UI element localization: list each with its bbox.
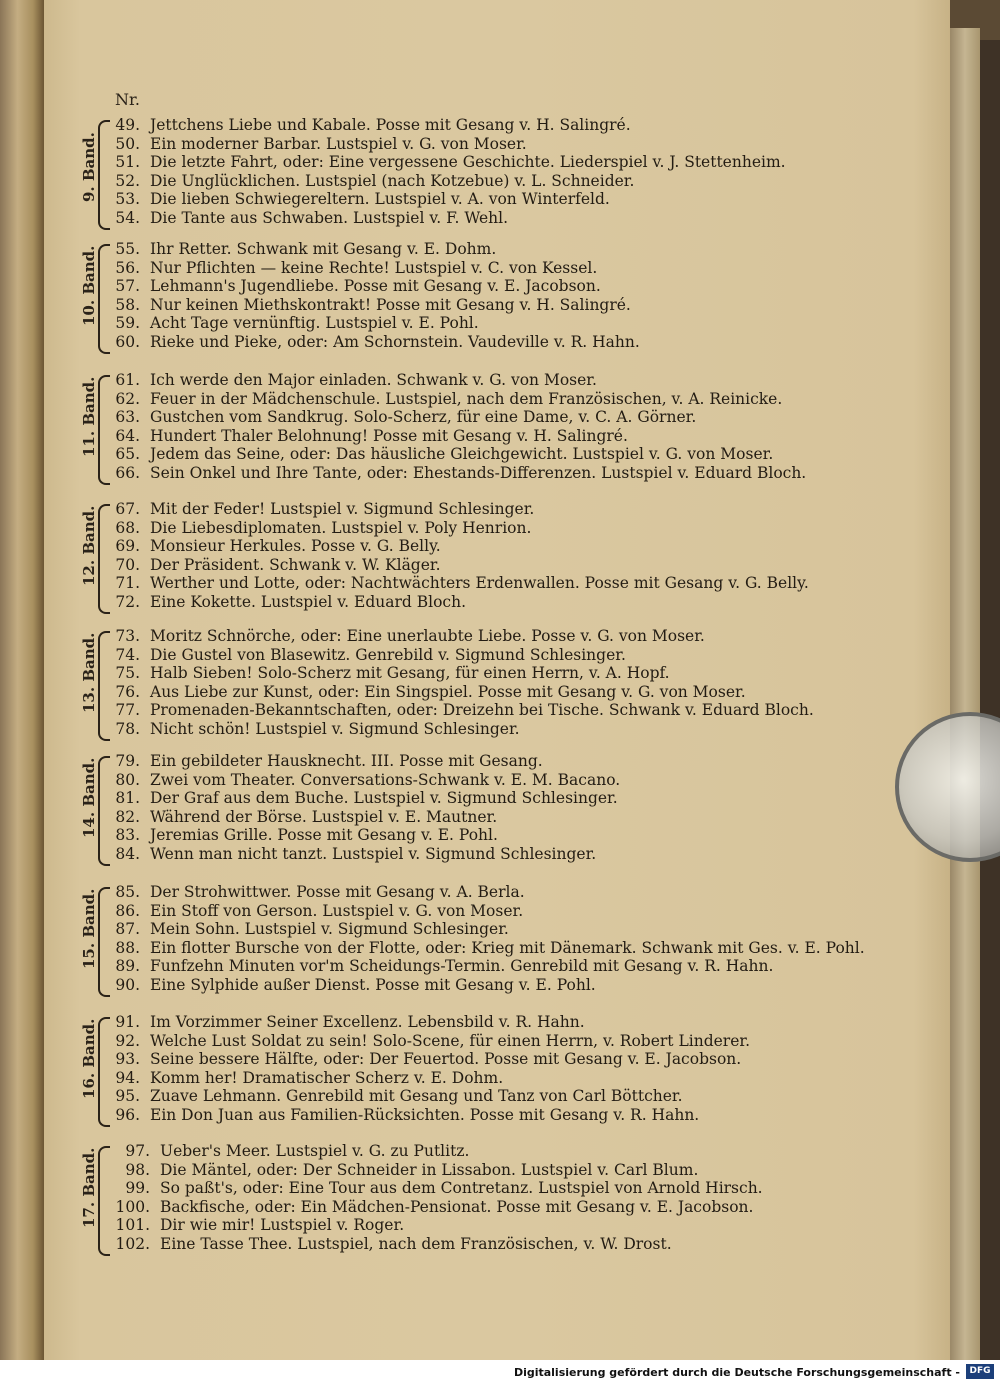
catalog-entry [104, 683, 746, 701]
entry-title: Aus Liebe zur Kunst, oder: Ein Singspiel. Posse mit Gesang v. G. von Moser. [150, 682, 746, 701]
entry-number: 72. [115, 593, 140, 611]
entry-number: 90. [115, 976, 140, 994]
entry-number: 74. [115, 645, 140, 664]
book-shadow [980, 40, 1000, 1360]
entry-number: 83. [115, 826, 140, 845]
entry-title: Zuave Lehmann. Genrebild mit Gesang und Tanz von Carl Böttcher. [150, 1087, 683, 1106]
entry-number: 77. [115, 701, 140, 720]
entry-number: 80. [115, 770, 140, 789]
catalog-entry [104, 593, 466, 611]
catalog-entry [104, 627, 705, 645]
catalog-entry [104, 920, 509, 938]
entry-number: 85. [115, 883, 140, 901]
entry-number: 98. [125, 1160, 150, 1179]
entry-number: 94. [115, 1068, 140, 1087]
entry-title: Mit der Feder! Lustspiel v. Sigmund Schlesinger. [150, 500, 535, 518]
entry-number: 101. [115, 1216, 150, 1235]
catalog-entry [104, 390, 782, 408]
entry-title: Während der Börse. Lustspiel v. E. Mautner. [150, 807, 498, 826]
entry-title: Seine bessere Hälfte, oder: Der Feuertod. Posse mit Gesang v. E. Jacobson. [150, 1050, 742, 1069]
entry-title: Die letzte Fahrt, oder: Eine vergessene Geschichte. Liederspiel v. J. Stettenheim. [150, 153, 786, 172]
entry-title: Lehmann's Jugendliebe. Posse mit Gesang v. E. Jacobson. [150, 277, 601, 296]
volume-label-text: 17. Band. [80, 1147, 98, 1228]
catalog-entry [104, 277, 601, 295]
entry-number: 78. [115, 720, 140, 738]
catalog-entry [104, 789, 618, 807]
entry-number: 89. [115, 957, 140, 976]
catalog-entry [104, 826, 498, 844]
entry-title: Zwei vom Theater. Conversations-Schwank v. E. M. Bacano. [150, 770, 621, 789]
entry-title: Hundert Thaler Belohnung! Posse mit Gesang v. H. Salingré. [150, 426, 628, 445]
catalog-entry [104, 296, 631, 314]
entry-title: Promenaden-Bekanntschaften, oder: Dreizehn bei Tische. Schwank v. Eduard Bloch. [150, 701, 814, 720]
catalog-entry [114, 1198, 753, 1216]
volume-label-text: 11. Band. [80, 376, 98, 457]
entry-number: 51. [115, 153, 140, 172]
entry-title: Im Vorzimmer Seiner Excellenz. Lebensbild v. R. Hahn. [150, 1013, 585, 1031]
entry-title: Ein gebildeter Hausknecht. III. Posse mit Gesang. [150, 752, 543, 770]
entry-number: 67. [115, 500, 140, 518]
volume-label-text: 9. Band. [80, 131, 98, 202]
entry-number: 60. [115, 333, 140, 351]
catalog-entry [104, 408, 696, 426]
entry-number: 88. [115, 938, 140, 957]
entry-number: 57. [115, 277, 140, 296]
catalog-entry [104, 464, 806, 482]
catalog-entry [104, 845, 596, 863]
catalog-entry [104, 1013, 585, 1031]
catalog-entry [104, 1069, 503, 1087]
entry-title: Ein Don Juan aus Familien-Rücksichten. Posse mit Gesang v. R. Hahn. [150, 1106, 700, 1124]
entry-title: Ich werde den Major einladen. Schwank v. G. von Moser. [150, 371, 597, 389]
entry-title: Welche Lust Soldat zu sein! Solo-Scene, für einen Herrn, v. Robert Linderer. [150, 1031, 751, 1050]
entry-number: 61. [115, 371, 140, 389]
entry-title: Die Tante aus Schwaben. Lustspiel v. F. Wehl. [150, 209, 509, 227]
entry-title: Funfzehn Minuten vor'm Scheidungs-Termin. Genrebild mit Gesang v. R. Hahn. [150, 957, 774, 976]
entry-title: Komm her! Dramatischer Scherz v. E. Dohm. [150, 1068, 504, 1087]
catalog-entry [104, 771, 620, 789]
number-column-header: Nr. [115, 90, 140, 109]
catalog-entry [104, 701, 814, 719]
entry-title: Moritz Schnörche, oder: Eine unerlaubte Liebe. Posse v. G. von Moser. [150, 627, 705, 645]
catalog-entry [104, 957, 773, 975]
entry-number: 93. [115, 1050, 140, 1069]
catalog-entry [104, 1050, 741, 1068]
entry-number: 53. [115, 190, 140, 209]
entry-number: 75. [115, 664, 140, 683]
entry-title: Rieke und Pieke, oder: Am Schornstein. Vaudeville v. R. Hahn. [150, 333, 640, 351]
entry-number: 59. [115, 314, 140, 333]
entry-number: 69. [115, 537, 140, 556]
catalog-entry [104, 427, 628, 445]
catalog-entry [104, 808, 497, 826]
entry-title: Backfische, oder: Ein Mädchen-Pensionat. Posse mit Gesang v. E. Jacobson. [160, 1197, 754, 1216]
catalog-entry [104, 519, 531, 537]
catalog-entry [104, 752, 543, 770]
catalog-entry [104, 153, 786, 171]
entry-title: Werther und Lotte, oder: Nachtwächters Erdenwallen. Posse mit Gesang v. G. Belly. [150, 574, 809, 593]
catalog-entry [104, 209, 508, 227]
entry-title: Nur Pflichten — keine Rechte! Lustspiel v. C. von Kessel. [150, 258, 598, 277]
entry-title: Acht Tage vernünftig. Lustspiel v. E. Pohl. [150, 314, 479, 333]
catalog-entry [104, 135, 527, 153]
catalog-entry [104, 883, 525, 901]
entry-number: 70. [115, 555, 140, 574]
entry-number: 100. [115, 1197, 150, 1216]
catalog-entry [104, 976, 596, 994]
entry-title: Mein Sohn. Lustspiel v. Sigmund Schlesinger. [150, 920, 509, 939]
catalog-entry [104, 172, 634, 190]
entry-number: 71. [115, 574, 140, 593]
entry-title: Eine Sylphide außer Dienst. Posse mit Gesang v. E. Pohl. [150, 976, 596, 994]
catalog-entry [104, 902, 523, 920]
entry-title: Jettchens Liebe und Kabale. Posse mit Gesang v. H. Salingré. [150, 116, 631, 134]
entry-number: 76. [115, 682, 140, 701]
volume-label-text: 15. Band. [80, 888, 98, 969]
entry-number: 49. [115, 116, 140, 134]
entry-title: Die Mäntel, oder: Der Schneider in Lissabon. Lustspiel v. Carl Blum. [160, 1160, 699, 1179]
entry-title: Dir wie mir! Lustspiel v. Roger. [160, 1216, 405, 1235]
entry-title: Jeremias Grille. Posse mit Gesang v. E. Pohl. [150, 826, 498, 845]
volume-label-text: 14. Band. [80, 757, 98, 838]
catalog-entry [114, 1179, 763, 1197]
entry-title: Wenn man nicht tanzt. Lustspiel v. Sigmund Schlesinger. [150, 845, 597, 863]
entry-number: 81. [115, 789, 140, 808]
entry-title: Die lieben Schwiegereltern. Lustspiel v. A. von Winterfeld. [150, 190, 610, 209]
entry-title: Jedem das Seine, oder: Das häusliche Gleichgewicht. Lustspiel v. G. von Moser. [150, 445, 774, 464]
entry-title: Ihr Retter. Schwank mit Gesang v. E. Dohm. [150, 240, 497, 258]
entry-number: 99. [125, 1179, 150, 1198]
volume-label-text: 13. Band. [80, 632, 98, 713]
entry-title: So paßt's, oder: Eine Tour aus dem Contretanz. Lustspiel von Arnold Hirsch. [160, 1179, 763, 1198]
entry-title: Ein Stoff von Gerson. Lustspiel v. G. von Moser. [150, 901, 524, 920]
facing-page-edge [0, 0, 44, 1360]
volume-label-text: 16. Band. [80, 1018, 98, 1099]
funding-credit: Digitalisierung gefördert durch die Deutsche Forschungsgemeinschaft - [513, 1366, 960, 1379]
entry-title: Der Präsident. Schwank v. W. Kläger. [150, 555, 441, 574]
catalog-entry [104, 574, 809, 592]
entry-title: Ueber's Meer. Lustspiel v. G. zu Putlitz. [160, 1142, 470, 1160]
entry-title: Die Gustel von Blasewitz. Genrebild v. Sigmund Schlesinger. [150, 645, 626, 664]
entry-number: 82. [115, 807, 140, 826]
catalog-entry [104, 1087, 683, 1105]
entry-title: Der Graf aus dem Buche. Lustspiel v. Sigmund Schlesinger. [150, 789, 618, 808]
catalog-entry [104, 939, 865, 957]
catalog-entry [104, 664, 670, 682]
entry-number: 95. [115, 1087, 140, 1106]
entry-number: 54. [115, 209, 140, 227]
catalog-entry [104, 445, 773, 463]
entry-number: 87. [115, 920, 140, 939]
catalog-entry [104, 333, 640, 351]
catalog-entry [104, 240, 496, 258]
entry-title: Die Liebesdiplomaten. Lustspiel v. Poly Henrion. [150, 518, 532, 537]
catalog-entry [104, 500, 534, 518]
catalog-entry [114, 1142, 469, 1160]
entry-number: 64. [115, 426, 140, 445]
entry-title: Monsieur Herkules. Posse v. G. Belly. [150, 537, 441, 556]
catalog-entry [114, 1161, 698, 1179]
catalog-entry [104, 190, 610, 208]
volume-brace [98, 1146, 110, 1256]
catalog-entry [104, 556, 441, 574]
entry-title: Feuer in der Mädchenschule. Lustspiel, nach dem Französischen, v. A. Reinicke. [150, 389, 783, 408]
entry-number: 97. [125, 1142, 150, 1160]
catalog-entry [114, 1235, 672, 1253]
catalog-entry [104, 646, 626, 664]
entry-number: 86. [115, 901, 140, 920]
entry-title: Der Strohwittwer. Posse mit Gesang v. A. Berla. [150, 883, 525, 901]
entry-title: Ein flotter Bursche von der Flotte, oder: Krieg mit Dänemark. Schwank mit Ges. v. E. Pohl. [150, 938, 865, 957]
entry-title: Nicht schön! Lustspiel v. Sigmund Schlesinger. [150, 720, 520, 738]
entry-title: Halb Sieben! Solo-Scherz mit Gesang, für einen Herrn, v. A. Hopf. [150, 664, 670, 683]
entry-title: Nur keinen Miethskontrakt! Posse mit Gesang v. H. Salingré. [150, 295, 631, 314]
catalog-entry [114, 1216, 404, 1234]
entry-number: 56. [115, 258, 140, 277]
catalog-entry [104, 720, 520, 738]
catalog-entry [104, 1032, 750, 1050]
entry-number: 79. [115, 752, 140, 770]
footer-bar [0, 1360, 1000, 1385]
entry-number: 84. [115, 845, 140, 863]
catalog-entry [104, 537, 441, 555]
entry-title: Eine Tasse Thee. Lustspiel, nach dem Französischen, v. W. Drost. [160, 1235, 672, 1253]
entry-title: Eine Kokette. Lustspiel v. Eduard Bloch. [150, 593, 467, 611]
entry-number: 50. [115, 134, 140, 153]
entry-number: 91. [115, 1013, 140, 1031]
entry-number: 65. [115, 445, 140, 464]
entry-number: 58. [115, 295, 140, 314]
entry-title: Sein Onkel und Ihre Tante, oder: Ehestands-Differenzen. Lustspiel v. Eduard Bloch. [150, 464, 807, 482]
catalog-entry [104, 259, 597, 277]
book-cover-edge [950, 28, 980, 1360]
entry-number: 63. [115, 408, 140, 427]
entry-number: 66. [115, 464, 140, 482]
entry-number: 55. [115, 240, 140, 258]
entry-number: 68. [115, 518, 140, 537]
dfg-logo-icon: DFG [966, 1364, 994, 1379]
entry-number: 73. [115, 627, 140, 645]
entry-title: Gustchen vom Sandkrug. Solo-Scherz, für eine Dame, v. C. A. Görner. [150, 408, 697, 427]
entry-title: Ein moderner Barbar. Lustspiel v. G. von Moser. [150, 134, 527, 153]
entry-number: 102. [115, 1235, 150, 1253]
entry-number: 52. [115, 171, 140, 190]
catalog-entry [104, 116, 631, 134]
entry-number: 96. [115, 1106, 140, 1124]
entry-number: 92. [115, 1031, 140, 1050]
entry-number: 62. [115, 389, 140, 408]
volume-label-text: 12. Band. [80, 505, 98, 586]
catalog-entry [104, 371, 597, 389]
volume-label-text: 10. Band. [80, 245, 98, 326]
catalog-entry [104, 314, 479, 332]
entry-title: Die Unglücklichen. Lustspiel (nach Kotzebue) v. L. Schneider. [150, 171, 635, 190]
catalog-entry [104, 1106, 699, 1124]
